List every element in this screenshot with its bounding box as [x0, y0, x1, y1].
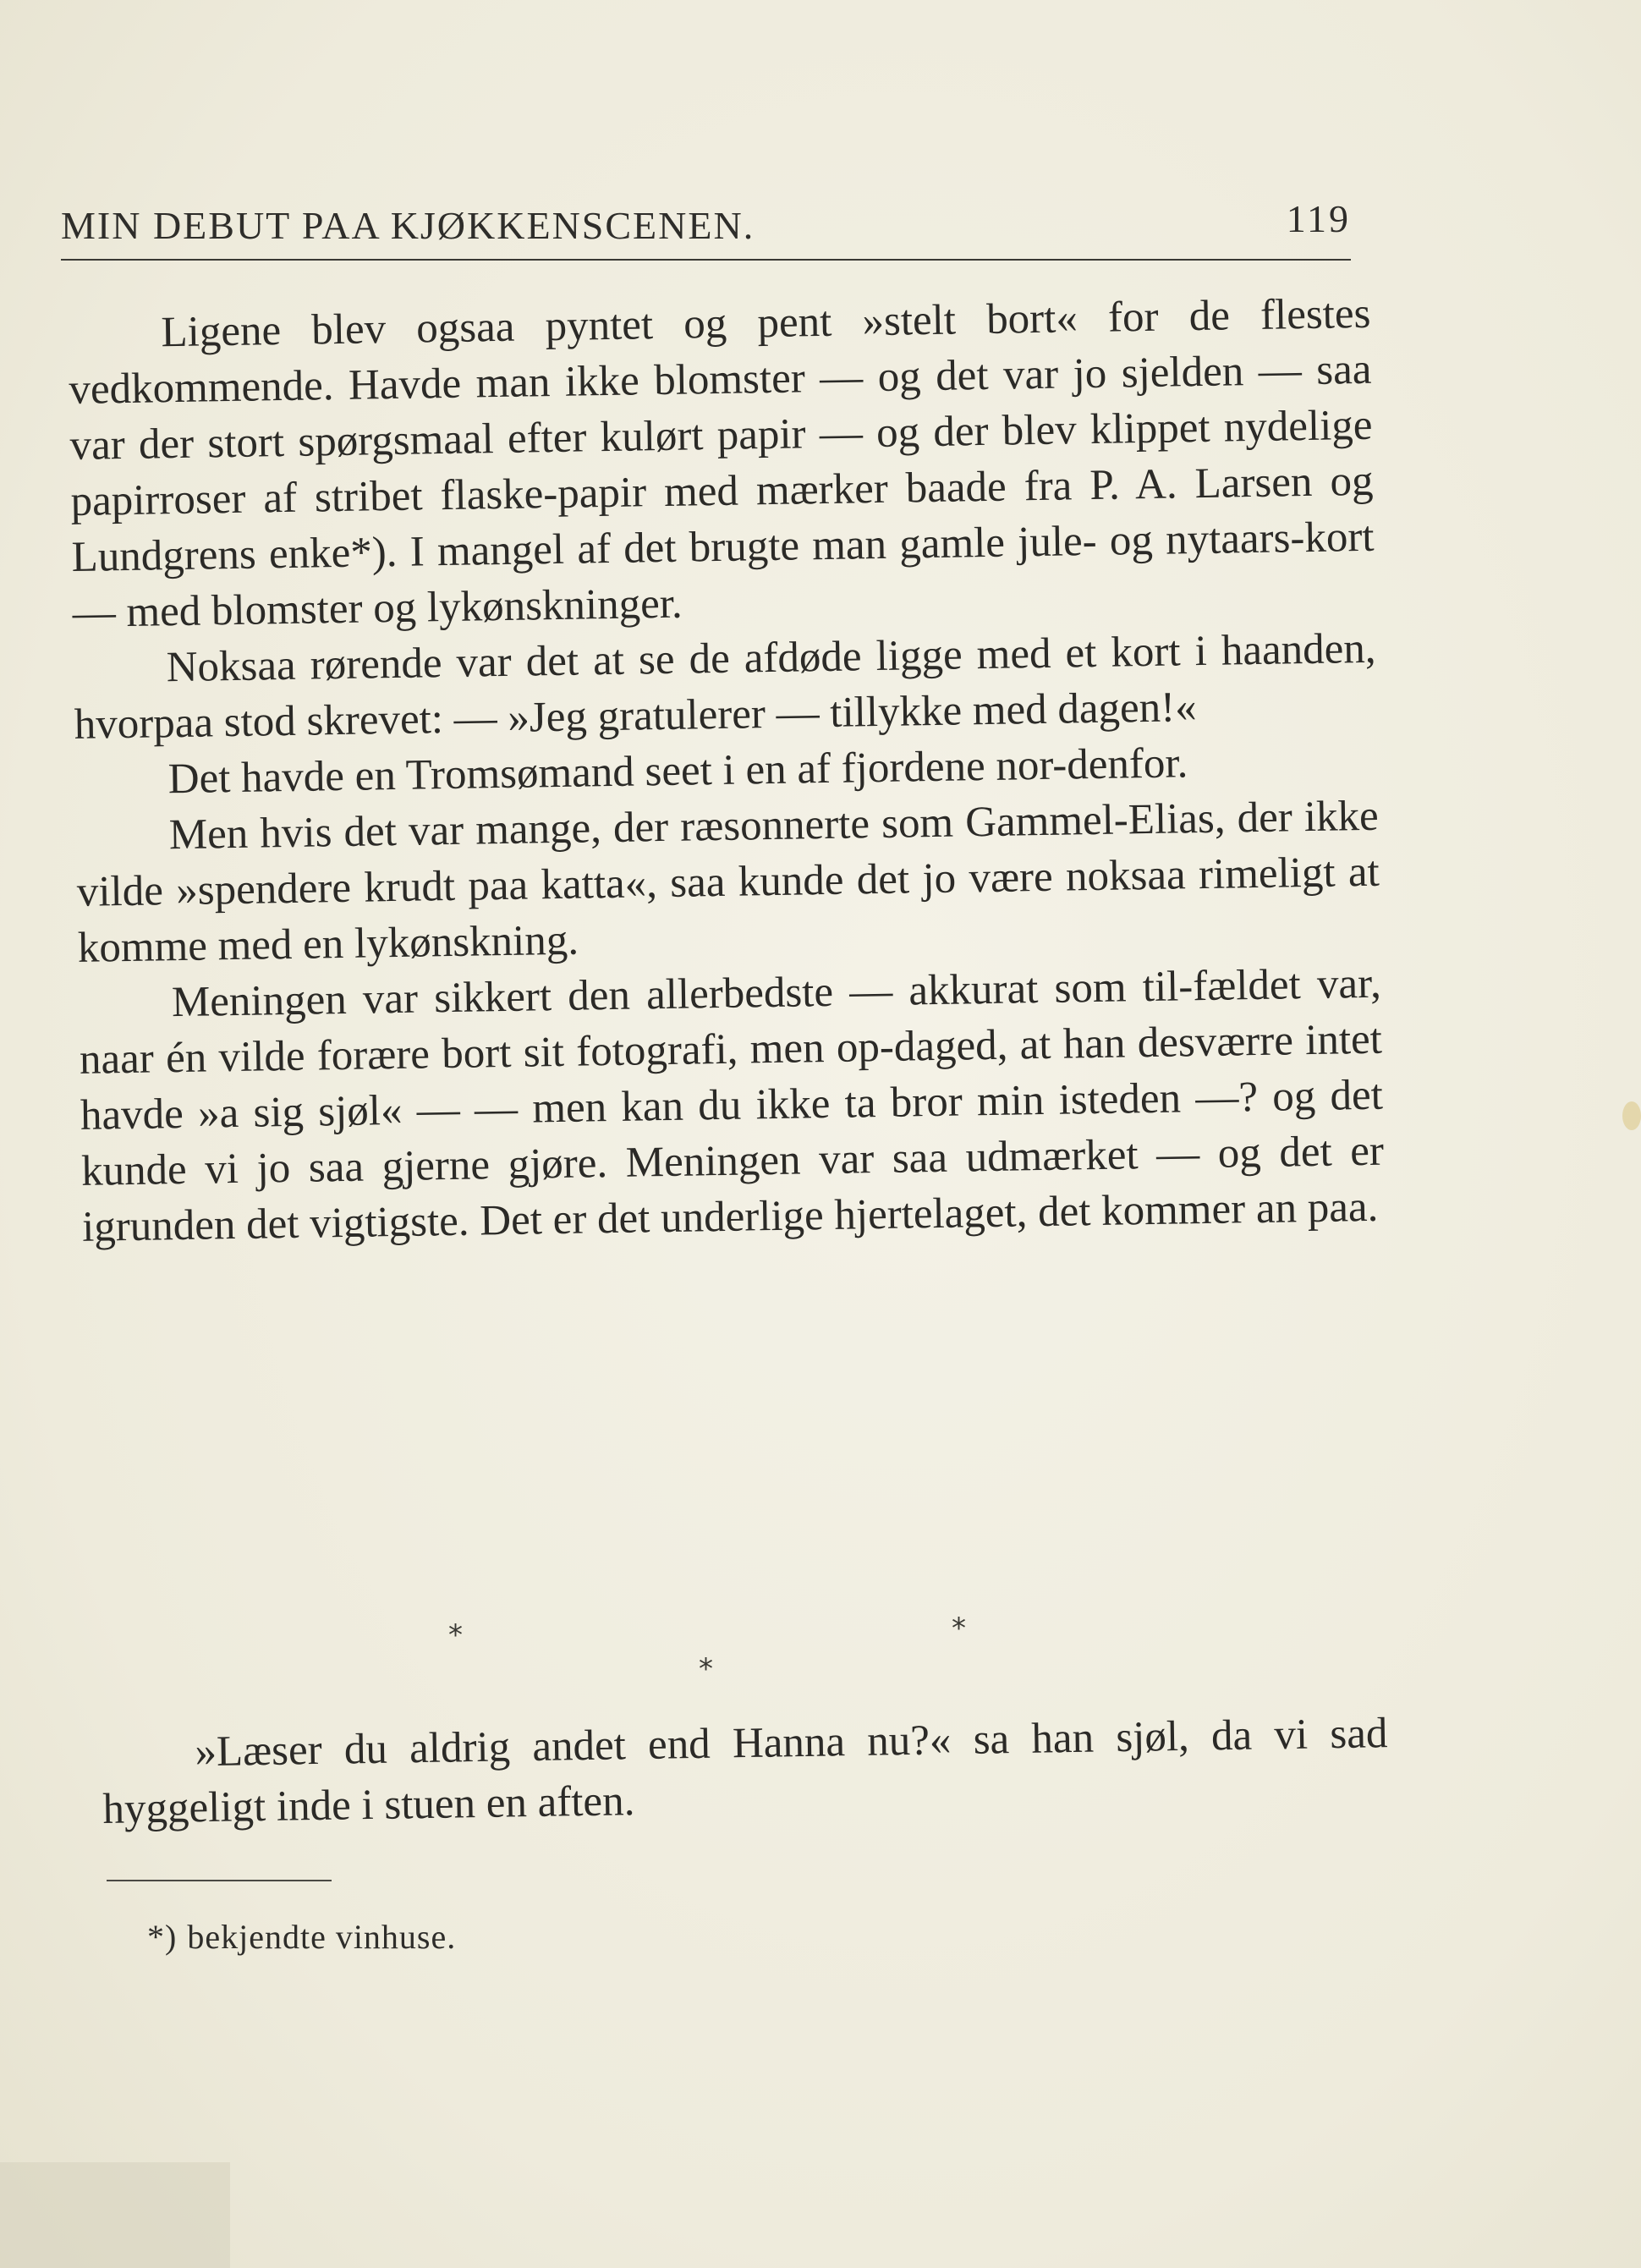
footnote-mark: *) — [147, 1918, 178, 1956]
corner-shadow — [0, 2162, 230, 2268]
chapter-title: MIN DEBUT PAA KJØKKENSCENEN. — [61, 204, 755, 247]
running-head — [61, 196, 1351, 255]
paragraph: Meningen var sikkert den allerbedste — akkurat som til-fældet var, naar én vilde forære bort sit fotografi, men op-daged, at han desværre intet havde »a sig sjøl« — — men kan du ikke ta bror min isteden —? og det kunde vi jo saa gjerne gjøre. Meningen var saa udmærket — og det er igrunden det vigtigste. Det er det underlige hjertelaget, det kommer an paa. — [79, 959, 1385, 1251]
closing-text — [102, 1705, 1389, 1837]
footnote-rule — [107, 1880, 332, 1881]
footnote — [147, 1917, 456, 1957]
paragraph: »Læser du aldrig andet end Hanna nu?« sa han sjøl, da vi sad hyggeligt inde i stuen en aften. — [102, 1710, 1388, 1833]
separator-asterisk: * — [448, 1618, 463, 1652]
footnote-text: bekjendte vinhuse. — [187, 1918, 457, 1956]
header-rule — [61, 259, 1351, 261]
paragraph: Noksaa rørende var det at se de afdøde ligge med et kort i haanden, hvorpaa stod skrevet: — »Jeg gratulerer — tillykke med dagen!« — [74, 624, 1376, 749]
paper-stain — [1622, 1101, 1641, 1130]
paragraph: Men hvis det var mange, der ræsonnerte som Gammel-Elias, der ikke vilde »spendere krudt paa katta«, saa kunde det jo være noksaa rimeligt at komme med en lykønskning. — [76, 792, 1380, 972]
section-separator — [0, 1612, 1641, 1688]
body-text — [68, 286, 1385, 1255]
paragraph: Ligene blev ogsaa pyntet og pent »stelt bort« for de flestes vedkommende. Havde man ikke blomster — og det var jo sjelden — saa var der stort spørgsmaal efter kulørt papir — og der blev klippet nydelige papirroser af stribet flaske-papir med mærker baade fra P. A. Larsen og Lundgrens enke*). I mangel af det brugte man gamle jule- og nytaars-kort — med blomster og lykønskninger. — [69, 289, 1375, 637]
paragraph: Det havde en Tromsømand seet i en af fjordene nor-denfor. — [167, 739, 1188, 804]
separator-asterisk: * — [952, 1612, 966, 1645]
page-number: 119 — [1286, 197, 1351, 240]
separator-asterisk: * — [699, 1652, 713, 1686]
